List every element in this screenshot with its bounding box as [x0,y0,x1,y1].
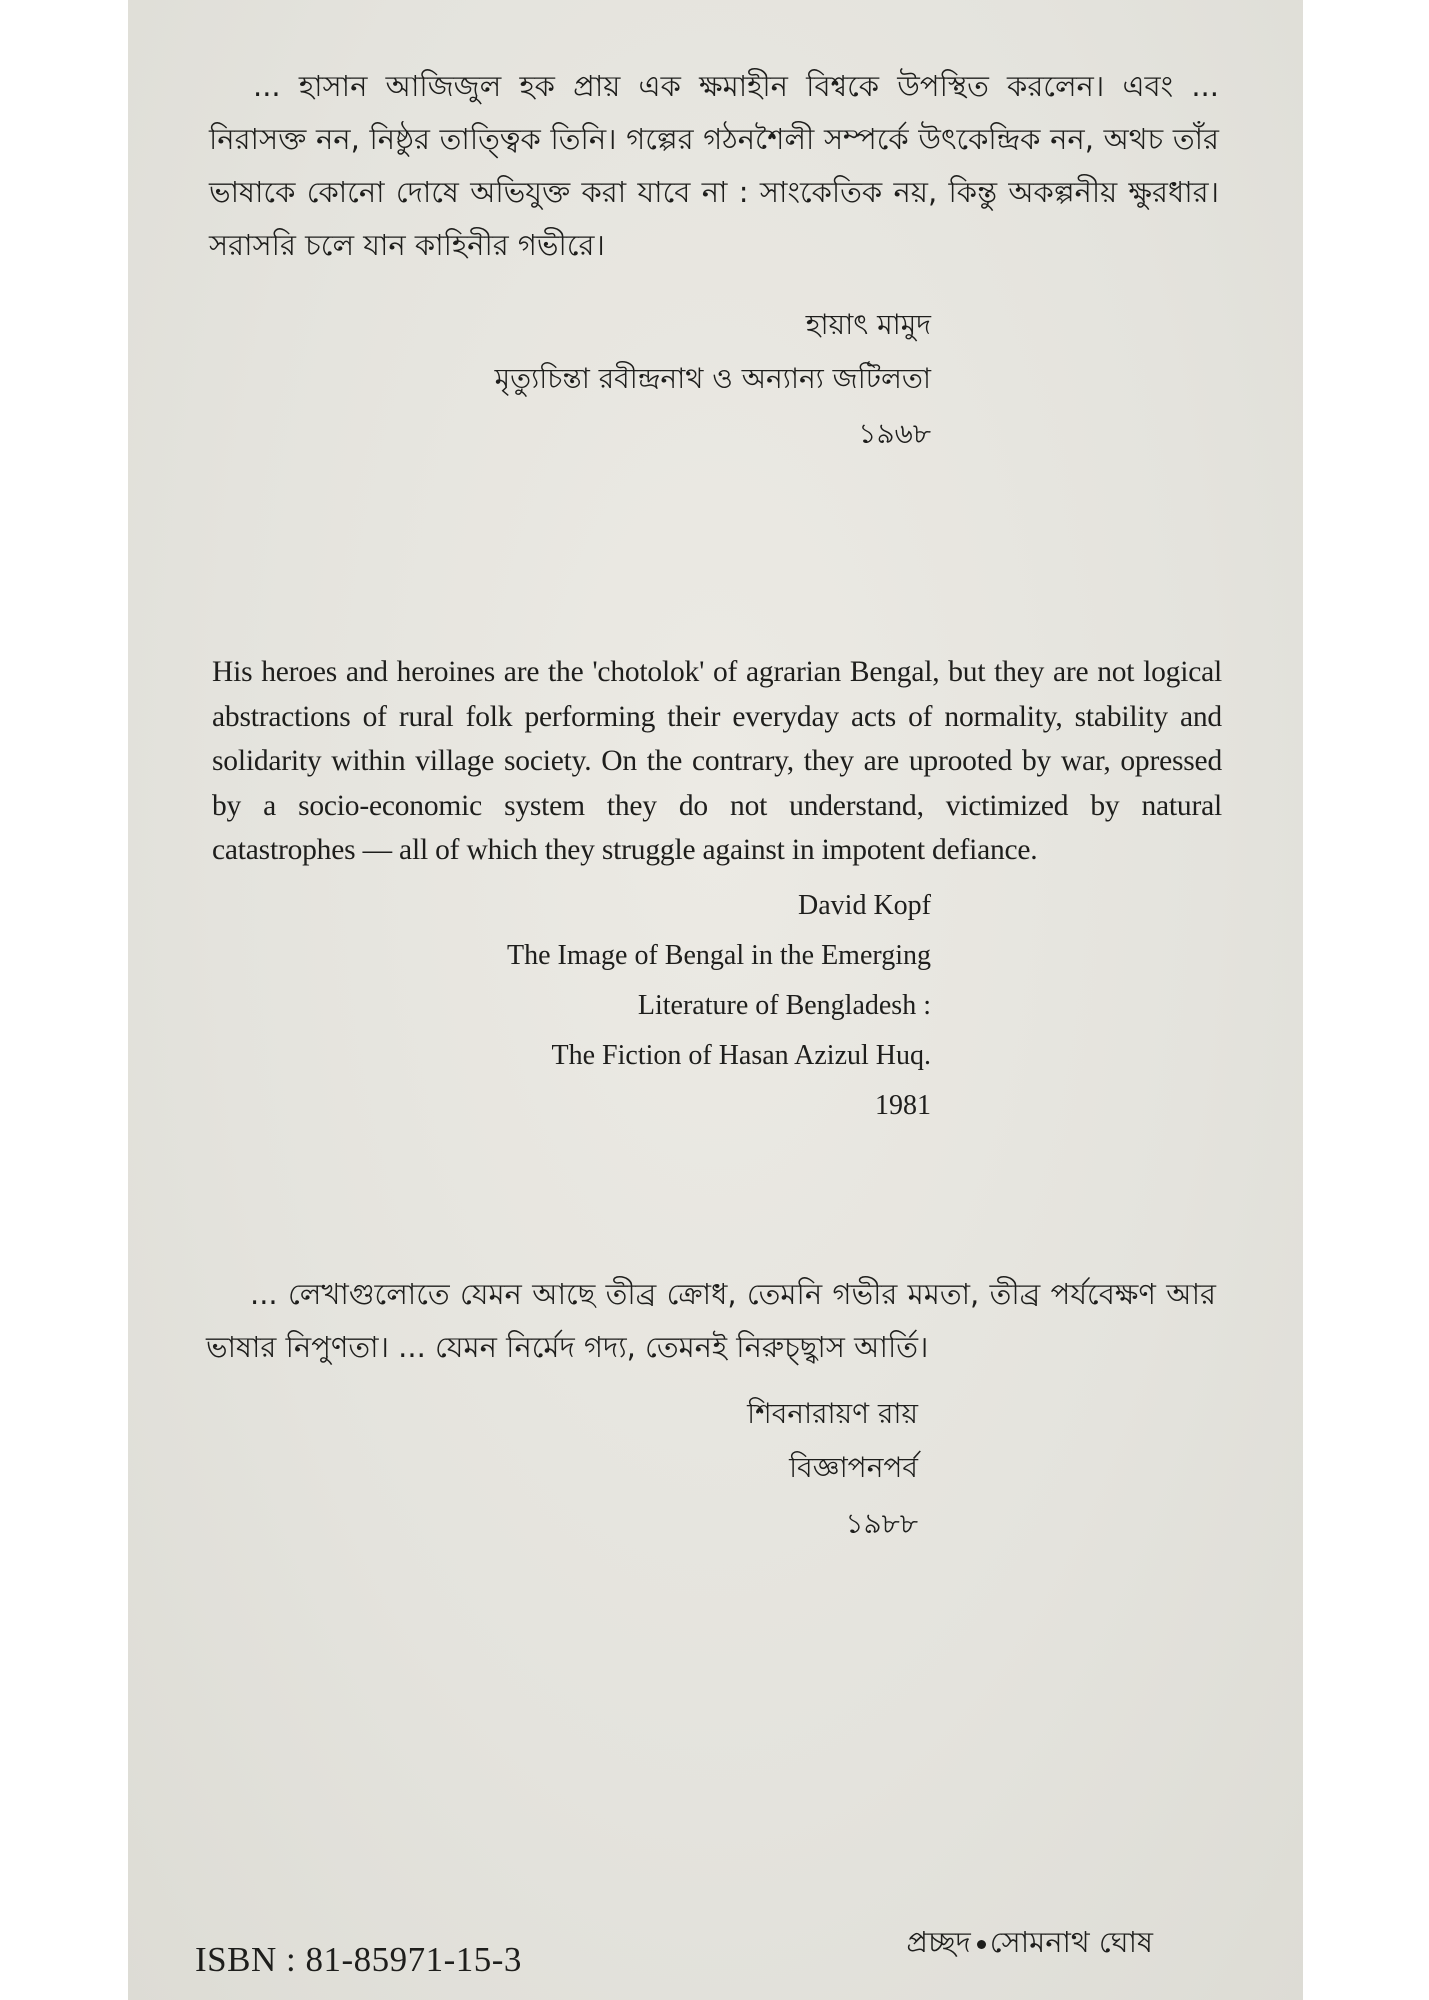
cover-credit-name: সোমনাথ ঘোষ [989,1925,1153,1959]
back-cover-page [128,0,1303,2000]
quote-2-author: David Kopf [798,890,931,921]
quote-2-text: His heroes and heroines are the 'chotolok' of agrarian Bengal, but they are not logical abstractions of rural folk performing their everyday acts of normality, stability and solidarity within village society. On the contrary, they are uprooted by war, opressed by a socio-economic system they do not understand, victimized by natural catastrophes — all of which they struggle against in impotent defiance. [212,656,1222,866]
quote-2-source-line: The Fiction of Hasan Azizul Huq. [551,1040,931,1071]
bullet-dot-icon [977,1940,986,1949]
quote-1-year: ১৯৬৮ [858,417,931,450]
quote-3-text: ... লেখাগুলোতে যেমন আছে তীব্র ক্রোধ, তেমনি গভীর মমতা, তীব্র পর্যবেক্ষণ আর ভাষার নিপুণতা। ... যেমন নির্মেদ গদ্য, তেমনই নিরুচ্ছ্বাস আর্তি। [206,1277,1216,1364]
quote-1-text: ... হাসান আজিজুল হক প্রায় এক ক্ষমাহীন বিশ্বকে উপস্থিত করলেন। এবং ... নিরাসক্ত নন, নিষ্ঠুর তাত্ত্বিক তিনি। গল্পের গঠনশৈলী সম্পর্কে উৎকেন্দ্রিক নন, অথচ তাঁর ভাষাকে কোনো দোষে অভিযুক্ত করা যাবে না : সাংকেতিক নয়, কিন্তু অকল্পনীয় ক্ষুরধার। সরাসরি চলে যান কাহিনীর গভীরে। [209,69,1219,262]
cover-design-credit [906,1920,1153,1969]
cover-credit-label: প্রচ্ছদ [906,1925,971,1959]
quote-2-year: 1981 [875,1090,931,1121]
quote-3-year: ১৯৮৮ [845,1507,918,1540]
isbn-number: ISBN : 81-85971-15-3 [195,1940,522,1979]
quote-3-author: শিবনারায়ণ রায় [747,1397,918,1430]
quote-1-source: মৃত্যুচিন্তা রবীন্দ্রনাথ ও অন্যান্য জটিলতা [494,362,931,395]
quote-3-source: বিজ্ঞাপনপর্ব [789,1451,918,1484]
quote-2-source-line: The Image of Bengal in the Emerging [506,940,931,971]
quote-2-source-line: Literature of Bengladesh : [637,990,931,1021]
quote-1-author: হায়াৎ মামুদ [805,308,931,341]
